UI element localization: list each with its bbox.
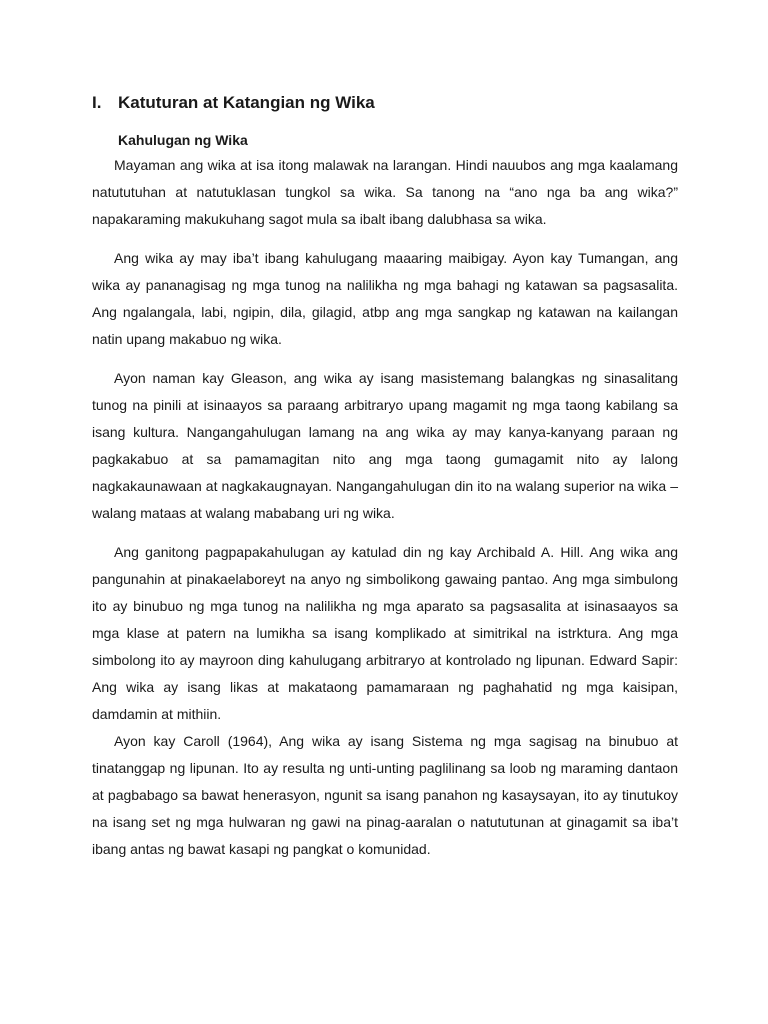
subsection-title: Kahulugan ng Wika: [118, 132, 248, 148]
paragraph-gleason: Ayon naman kay Gleason, ang wika ay isang masistemang balangkas ng sinasalitang tunog na pinili at isinaayos sa paraang arbitraryo upang magamit ng mga taong kabilang sa isang kultura. Nangangahulugan lamang na ang wika ay may kanya-kanyang paraan ng pagkakabuo at sa pamamagitan nito ang mga taong gumagamit nito ay lalong nagkakaunawaan at nagkakaugnayan. Nangangahulugan din ito na walang superior na wika – walang mataas at walang mababang uri ng wika.: [92, 370, 678, 521]
section-number: I.: [92, 93, 102, 112]
document-page: [92, 90, 678, 875]
paragraph-hill-sapir: Ang ganitong pagpapakahulugan ay katulad din ng kay Archibald A. Hill. Ang wika ang pangunahin at pinakaelaboreyt na anyo ng simbolikong gawaing pantao. Ang mga simbulong ito ay binubuo ng mga tunog na nalilikha ng mga aparato sa pagsasalita at isinasaayos sa mga klase at patern na lumikha sa isang komplikado at simitrikal na istrktura. Ang mga simbolong ito ay mayroon ding kahulugang arbitraryo at kontrolado ng lipunan. Edward Sapir: Ang wika ay isang likas at makataong pamamaraan ng paghahatid ng mga kaisipan, damdamin at mithiin.: [92, 544, 678, 722]
paragraph-tumangan: Ang wika ay may iba’t ibang kahulugang maaaring maibigay. Ayon kay Tumangan, ang wika ay pananagisag ng mga tunog na nalilikha ng mga bahagi ng katawan sa pagsasalita. Ang ngalangala, labi, ngipin, dila, gilagid, atbp ang mga sangkap ng katawan na kailangan natin upang makabuo ng wika.: [92, 250, 678, 347]
paragraph-caroll: Ayon kay Caroll (1964), Ang wika ay isang Sistema ng mga sagisag na binubuo at tinatanggap ng lipunan. Ito ay resulta ng unti-unting paglilinang sa loob ng maraming dantaon at pagbabago sa bawat henerasyon, ngunit sa isang panahon ng kasaysayan, ito ay tinutukoy na isang set ng mga hulwaran ng gawi na pinag-aaralan o natututunan at ginagamit sa iba’t ibang antas ng bawat kasapi ng pangkat o komunidad.: [92, 733, 678, 857]
section-heading: [92, 90, 678, 116]
paragraph-intro: Mayaman ang wika at isa itong malawak na larangan. Hindi nauubos ang mga kaalamang natututuhan at natutuklasan tungkol sa wika. Sa tanong na “ano nga ba ang wika?” napakaraming makukuhang sagot mula sa ibalt ibang dalubhasa sa wika.: [92, 157, 678, 227]
section-title: Katuturan at Katangian ng Wika: [118, 93, 375, 112]
